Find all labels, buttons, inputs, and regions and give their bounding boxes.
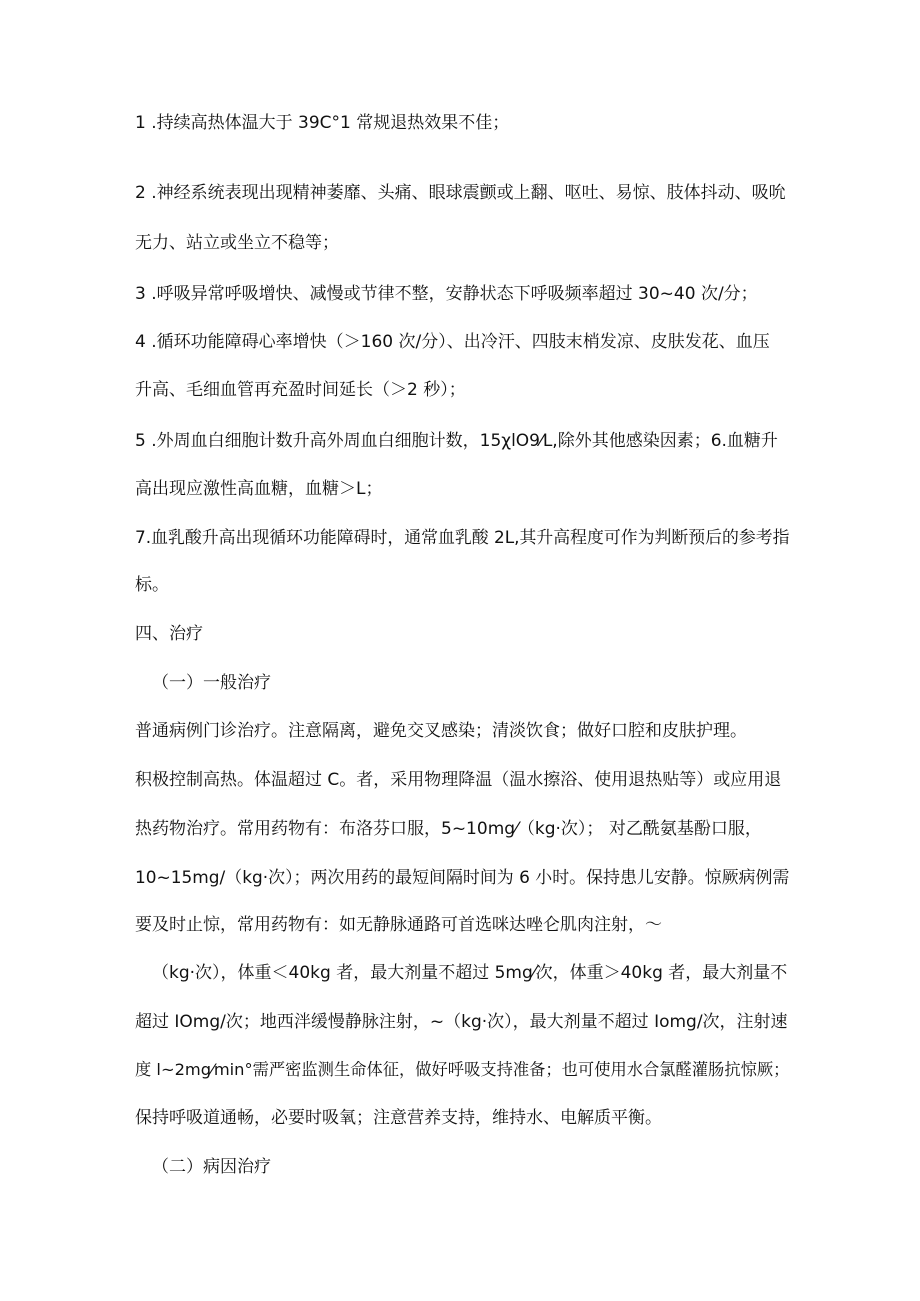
list-item-7-line-1: 7.血乳酸升高出现循环功能障碍时，通常血乳酸 2L,其升高程度可作为判断预后的参考指 <box>135 527 790 547</box>
paragraph-fever-line-3: 10~15mg/（kg·次）；两次用药的最短间隔时间为 6 小时。保持患儿安静。惊厥病例需 <box>135 867 790 887</box>
paragraph-dosage-line-3: 度 l~2mg⁄min°需严密监测生命体征，做好呼吸支持准备；也可使用水合氯醛灌肠抗惊厥； <box>135 1060 790 1079</box>
paragraph-outpatient: 普通病例门诊治疗。注意隔离，避免交叉感染；清淡饮食；做好口腔和皮肤护理。 <box>135 721 747 741</box>
paragraph-fever-line-2: 热药物治疗。常用药物有：布洛芬口服，5~10mg⁄（kg·次）； 对乙酰氨基酚口服， <box>135 819 762 839</box>
paragraph-dosage-line-4: 保持呼吸道通畅，必要时吸氧；注意营养支持，维持水、电解质平衡。 <box>135 1108 662 1128</box>
subsection-heading-general: （一）一般治疗 <box>152 673 271 693</box>
paragraph-fever-line-1: 积极控制高热。体温超过 C。者，采用物理降温（温水擦浴、使用退热贴等）或应用退 <box>135 770 782 790</box>
list-item-5-line-2: 高出现应激性高血糖，血糖＞L； <box>135 479 383 499</box>
list-item-3: 3 .呼吸异常呼吸增快、减慢或节律不整，安静状态下呼吸频率超过 30~40 次/分； <box>135 284 758 304</box>
list-item-4-line-2: 升高、毛细血管再充盈时间延长（＞2 秒）； <box>135 380 466 400</box>
list-item-7-line-2: 标。 <box>135 575 169 595</box>
subsection-heading-etiology: （二）病因治疗 <box>152 1157 271 1177</box>
paragraph-dosage-line-1: （kg·次），体重＜40kg 者，最大剂量不超过 5mg⁄次，体重＞40kg 者，最大剂量不 <box>152 963 788 983</box>
list-item-4-line-1: 4 .循环功能障碍心率增快（＞160 次/分）、出冷汗、四肢末梢发凉、皮肤发花、血压 <box>135 332 770 352</box>
paragraph-fever-line-4: 要及时止惊，常用药物有：如无静脉通路可首选咪达唑仑肌肉注射，〜 <box>135 915 662 935</box>
list-item-1: 1 .持续高热体温大于 39C°1 常规退热效果不佳； <box>135 113 510 133</box>
list-item-2-line-2: 无力、站立或坐立不稳等； <box>135 233 339 253</box>
list-item-5-line-1: 5 .外周血白细胞计数升高外周血白细胞计数，15χlO9⁄L,除外其他感染因素；6.血糖升 <box>135 431 778 451</box>
list-item-2-line-1: 2 .神经系统表现出现精神萎靡、头痛、眼球震颤或上翻、呕吐、易惊、肢体抖动、吸吮 <box>135 183 786 203</box>
section-heading-treatment: 四、治疗 <box>135 624 203 644</box>
paragraph-dosage-line-2: 超过 IOmg/次；地西泮缓慢静脉注射，~（kg·次），最大剂量不超过 Iomg/次，注射速 <box>135 1012 788 1032</box>
